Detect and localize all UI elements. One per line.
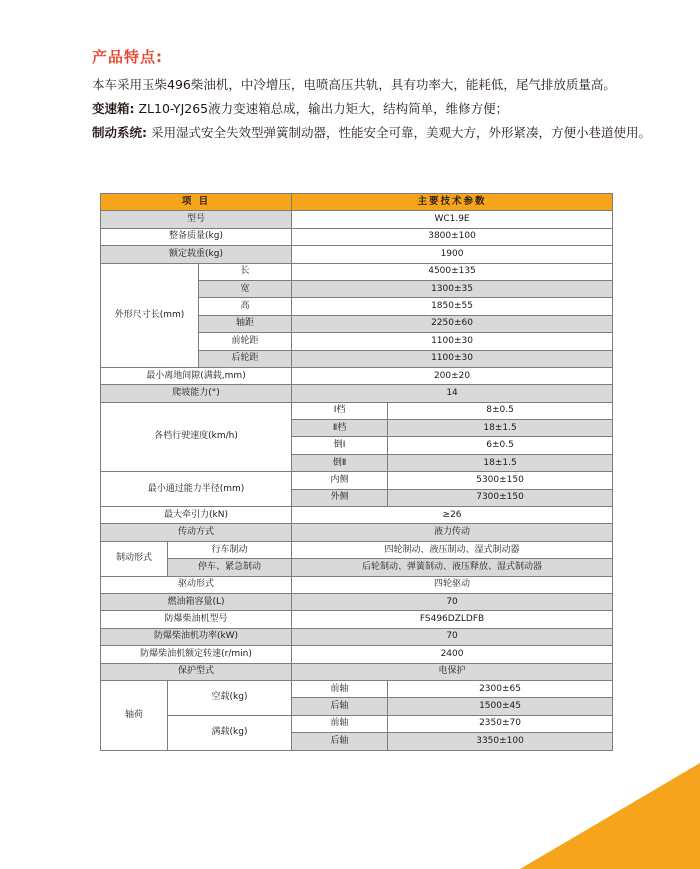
dim-name: 宽 <box>199 280 292 297</box>
brake-system-label: 制动系统: <box>92 125 147 140</box>
gear-name: 倒Ⅰ <box>292 437 388 454</box>
table-row <box>101 507 613 524</box>
rated-speed-value: 2400 <box>292 646 613 663</box>
gear-speed-value: 6±0.5 <box>388 437 613 454</box>
table-row <box>101 663 613 680</box>
curb-weight-value: 3800±100 <box>292 228 613 245</box>
features-heading: 产品特点: <box>92 48 163 66</box>
table-row <box>101 524 613 541</box>
gearbox-description <box>92 97 692 121</box>
front-axle-label: 前轴 <box>292 680 388 697</box>
transmission-label: 传动方式 <box>101 524 292 541</box>
clearance-label: 最小离地间隙(满载,mm) <box>101 367 292 384</box>
gear-name: Ⅱ档 <box>292 420 388 437</box>
dim-name: 后轮距 <box>199 350 292 367</box>
dim-name: 轴距 <box>199 315 292 332</box>
full-front-value: 2350±70 <box>388 715 613 732</box>
gear-speed-value: 18±1.5 <box>388 420 613 437</box>
protection-label: 保护型式 <box>101 663 292 680</box>
fuel-tank-label: 燃油箱容量(L) <box>101 593 292 610</box>
table-row <box>101 402 613 419</box>
gear-name: Ⅰ档 <box>292 402 388 419</box>
empty-front-value: 2300±65 <box>388 680 613 697</box>
engine-power-value: 70 <box>292 628 613 645</box>
gearbox-text: ZL10-YJ265液力变速箱总成，输出力矩大，结构简单，维修方便； <box>134 101 509 116</box>
dimensions-label: 外形尺寸长(mm) <box>101 263 199 367</box>
brake-value: 四轮制动、液压制动、湿式制动器 <box>292 541 613 558</box>
rear-axle-label: 后轴 <box>292 733 388 750</box>
radius-value: 5300±150 <box>388 472 613 489</box>
rear-axle-label: 后轴 <box>292 698 388 715</box>
drive-value: 四轮驱动 <box>292 576 613 593</box>
engine-description: 本车采用玉柴496柴油机，中冷增压，电喷高压共轨，具有功率大，能耗低，尾气排放质量高。 <box>92 77 616 92</box>
rated-load-label: 额定载重(kg) <box>101 246 292 263</box>
dim-value: 1100±30 <box>292 350 613 367</box>
traction-label: 最大牵引力(kN) <box>101 507 292 524</box>
brake-name: 行车制动 <box>168 541 292 558</box>
table-row <box>101 246 613 263</box>
product-features <box>92 46 692 145</box>
axle-load-label: 轴荷 <box>101 680 168 750</box>
rated-load-value: 1900 <box>292 246 613 263</box>
dim-name: 长 <box>199 263 292 280</box>
dim-name: 前轮距 <box>199 333 292 350</box>
empty-load-label: 空载(kg) <box>168 680 292 715</box>
table-row <box>101 367 613 384</box>
transmission-value: 液力传动 <box>292 524 613 541</box>
dim-value: 1300±35 <box>292 280 613 297</box>
model-value: WC1.9E <box>292 211 613 228</box>
table-row <box>101 263 613 280</box>
turn-radius-label: 最小通过能力半径(mm) <box>101 472 292 507</box>
engine-model-value: FS496DZLDFB <box>292 611 613 628</box>
rated-speed-label: 防爆柴油机额定转速(r/min) <box>101 646 292 663</box>
fuel-tank-value: 70 <box>292 593 613 610</box>
table-row <box>101 646 613 663</box>
dim-name: 高 <box>199 298 292 315</box>
radius-side: 外侧 <box>292 489 388 506</box>
radius-side: 内侧 <box>292 472 388 489</box>
protection-value: 电保护 <box>292 663 613 680</box>
table-row <box>101 593 613 610</box>
table-row <box>101 228 613 245</box>
gear-name: 倒Ⅱ <box>292 454 388 471</box>
curb-weight-label: 整备质量(kg) <box>101 228 292 245</box>
clearance-value: 200±20 <box>292 367 613 384</box>
corner-triangle <box>520 763 700 869</box>
table-row <box>101 385 613 402</box>
brake-system-text: 采用湿式安全失效型弹簧制动器，性能安全可靠，美观大方，外形紧凑，方便小巷道使用。 <box>147 125 651 140</box>
table-row <box>101 211 613 228</box>
brake-value: 后轮制动、弹簧制动、液压释放、湿式制动器 <box>292 559 613 576</box>
spec-table <box>100 193 613 751</box>
gear-speed-value: 8±0.5 <box>388 402 613 419</box>
engine-model-label: 防爆柴油机型号 <box>101 611 292 628</box>
brake-name: 停车、紧急制动 <box>168 559 292 576</box>
gradeability-label: 爬坡能力(°) <box>101 385 292 402</box>
gradeability-value: 14 <box>292 385 613 402</box>
header-param: 主要技术参数 <box>292 194 613 211</box>
empty-rear-value: 1500±45 <box>388 698 613 715</box>
full-load-label: 满载(kg) <box>168 715 292 750</box>
table-row <box>101 628 613 645</box>
gear-speed-value: 18±1.5 <box>388 454 613 471</box>
dim-value: 4500±135 <box>292 263 613 280</box>
dim-value: 2250±60 <box>292 315 613 332</box>
table-row <box>101 680 613 697</box>
radius-value: 7300±150 <box>388 489 613 506</box>
model-label: 型号 <box>101 211 292 228</box>
front-axle-label: 前轴 <box>292 715 388 732</box>
gearbox-label: 变速箱: <box>92 101 135 116</box>
table-row <box>101 611 613 628</box>
header-item: 项 目 <box>101 194 292 211</box>
dim-value: 1850±55 <box>292 298 613 315</box>
corner-decoration <box>520 763 700 869</box>
dim-value: 1100±30 <box>292 333 613 350</box>
engine-power-label: 防爆柴油机功率(kW) <box>101 628 292 645</box>
table-row <box>101 472 613 489</box>
full-rear-value: 3350±100 <box>388 733 613 750</box>
table-row <box>101 715 613 732</box>
traction-value: ≥26 <box>292 507 613 524</box>
brake-type-label: 制动形式 <box>101 541 168 576</box>
table-row <box>101 541 613 558</box>
brake-description <box>92 121 692 145</box>
table-row <box>101 559 613 576</box>
table-row <box>101 576 613 593</box>
drive-label: 驱动形式 <box>101 576 292 593</box>
table-header <box>101 194 613 211</box>
gear-speed-label: 各档行驶速度(km/h) <box>101 402 292 472</box>
